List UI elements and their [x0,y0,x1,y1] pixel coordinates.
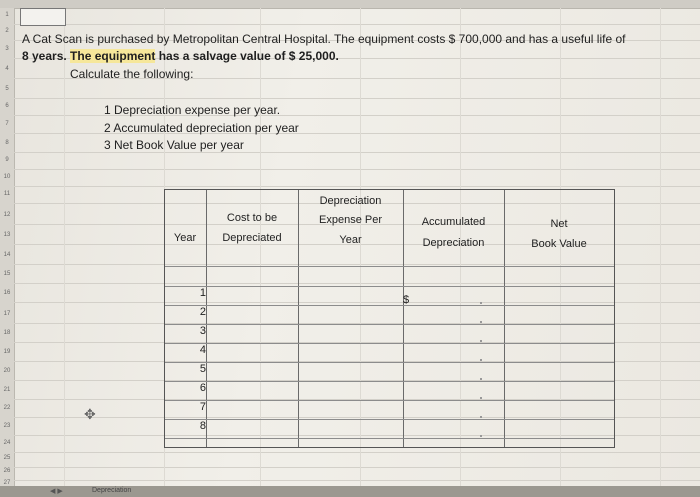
row-number[interactable]: 16 [3,290,11,296]
header-cost-2: Depreciated [222,232,282,244]
row-number[interactable]: 21 [3,387,11,393]
row-number[interactable]: 5 [5,86,9,92]
row-number[interactable]: 17 [3,311,11,317]
problem-line-2-end: has a salvage value of $ 25,000. [155,49,339,63]
currency-symbol: $ [403,294,410,306]
year-cell[interactable]: 1 [199,287,206,299]
task-2: 2 Accumulated depreciation per year [104,121,299,135]
row-number[interactable]: 9 [5,157,9,163]
year-cell[interactable]: 3 [199,325,206,337]
row-number[interactable]: 2 [5,28,9,34]
row-number[interactable]: 18 [3,330,11,336]
selected-cell[interactable] [20,8,66,26]
row-number[interactable]: 1 [5,12,9,18]
cursor-move-icon: ✥ [84,406,96,422]
header-year: Year [173,232,197,244]
header-net-1: Net [550,218,568,230]
problem-line-2-start: 8 years. [22,49,71,63]
row-number[interactable]: 13 [3,232,11,238]
header-acc-2: Depreciation [422,237,485,249]
task-3: 3 Net Book Value per year [104,138,244,152]
row-number[interactable]: 27 [3,480,11,486]
row-number[interactable]: 24 [3,440,11,446]
header-dep-3: Year [339,234,362,246]
row-number[interactable]: 3 [5,46,9,52]
row-number[interactable]: 7 [5,121,9,127]
row-number[interactable]: 8 [5,140,9,146]
row-number[interactable]: 10 [3,174,11,180]
header-dep-2: Expense Per [319,214,382,226]
task-1: 1 Depreciation expense per year. [104,103,281,117]
row-number[interactable]: 14 [3,252,11,258]
row-number[interactable]: 22 [3,405,11,411]
header-cost-1: Cost to be [226,212,278,224]
column-header-bar [0,0,700,9]
row-number[interactable]: 12 [3,212,11,218]
tab-scroll-icon[interactable]: ◀ ▶ [50,488,63,495]
problem-line-1: A Cat Scan is purchased by Metropolitan Central Hospital. The equipment costs $ 700,000 and has a useful life of [22,32,626,46]
year-cell[interactable]: 8 [199,420,206,432]
header-dep-1: Depreciation [319,195,382,207]
row-number[interactable]: 20 [3,368,11,374]
header-acc-1: Accumulated [421,216,486,228]
year-cell[interactable]: 5 [199,363,206,375]
row-number[interactable]: 15 [3,271,11,277]
row-number[interactable]: 25 [3,455,11,461]
row-number[interactable]: 11 [3,191,11,197]
year-cell[interactable]: 6 [199,382,206,394]
sheet-tab-depreciation[interactable]: Depreciation [92,487,132,494]
year-cell[interactable]: 7 [199,401,206,413]
row-number[interactable]: 4 [5,66,9,72]
row-number[interactable]: 6 [5,103,9,109]
year-cell[interactable]: 4 [199,344,206,356]
year-cell[interactable]: 2 [199,306,206,318]
row-number[interactable]: 19 [3,349,11,355]
highlighted-text: The equipment [70,49,156,63]
problem-line-2 [22,49,339,63]
problem-line-3: Calculate the following: [70,67,194,81]
header-net-2: Book Value [531,238,587,250]
row-number[interactable]: 23 [3,423,11,429]
row-number[interactable]: 26 [3,468,11,474]
